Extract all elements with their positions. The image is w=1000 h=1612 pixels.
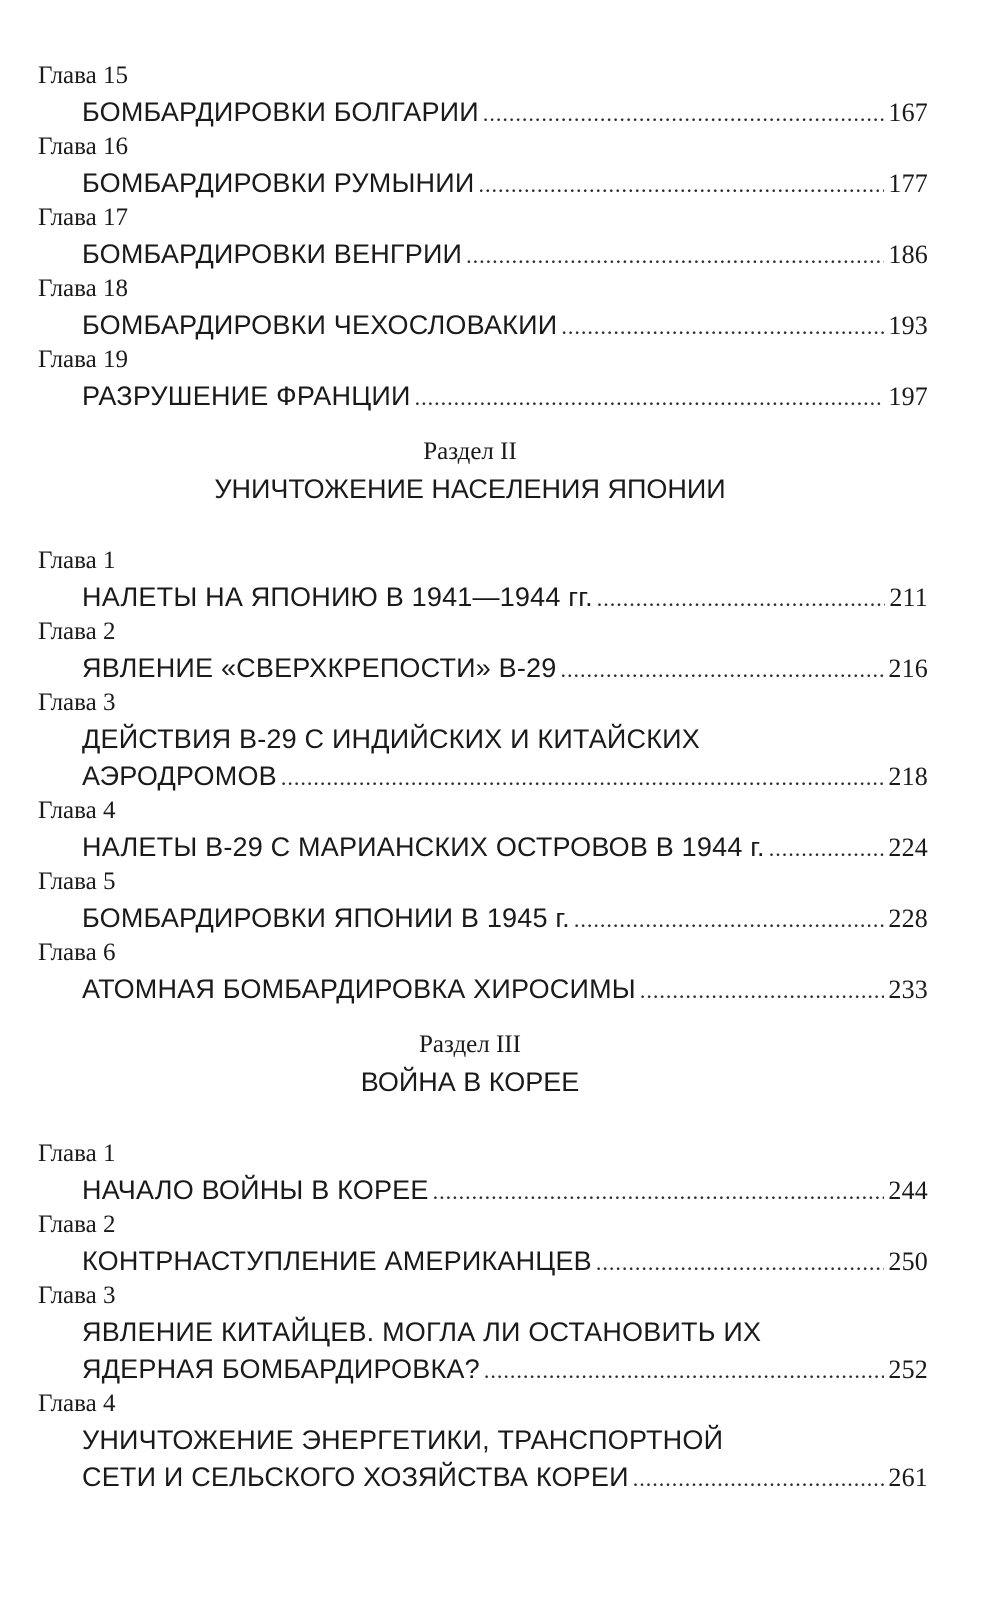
toc-chapter [38, 1209, 928, 1280]
dot-leader [478, 167, 884, 203]
chapter-entry [82, 378, 928, 415]
toc-chapter [38, 866, 928, 937]
section-title: ВОЙНА В КОРЕЕ [360, 1067, 580, 1097]
dot-leader [466, 238, 884, 274]
chapter-entry [82, 900, 928, 937]
chapter-title-row [82, 579, 928, 616]
chapter-label: Глава 1 [38, 1140, 116, 1167]
dot-leader [415, 380, 885, 416]
page-number: 167 [888, 98, 928, 127]
dot-leader [433, 1174, 885, 1210]
chapter-title-row [82, 758, 928, 795]
chapter-title-line: ЯВЛЕНИЕ КИТАЙЦЕВ. МОГЛА ЛИ ОСТАНОВИТЬ ИХ [82, 1317, 762, 1347]
dot-leader [561, 652, 885, 688]
chapter-entry [82, 971, 928, 1008]
chapter-title: НАЧАЛО ВОЙНЫ В КОРЕЕ [82, 1175, 429, 1205]
chapter-list-section2 [0, 545, 1000, 1008]
chapter-title-row [82, 900, 928, 937]
chapter-title: ЯВЛЕНИЕ «СВЕРХКРЕПОСТИ» В-29 [82, 653, 557, 683]
page-number: 193 [888, 311, 928, 340]
chapter-title-row [82, 307, 928, 344]
chapter-title: СЕТИ И СЕЛЬСКОГО ХОЗЯЙСТВА КОРЕИ [82, 1462, 629, 1492]
chapter-title: АЭРОДРОМОВ [82, 761, 277, 791]
section-heading-3 [0, 1028, 940, 1102]
chapter-label: Глава 3 [38, 1282, 116, 1309]
page-number: 261 [888, 1463, 928, 1492]
chapter-label: Глава 4 [38, 1390, 116, 1417]
dot-leader [769, 831, 885, 867]
chapter-label: Глава 1 [38, 547, 116, 574]
chapter-title-row [82, 236, 928, 273]
chapter-label: Глава 2 [38, 618, 116, 645]
chapter-entry [82, 165, 928, 202]
toc-chapter [38, 273, 928, 344]
toc-chapter [38, 1138, 928, 1209]
chapter-title: БОМБАРДИРОВКИ БОЛГАРИИ [82, 97, 479, 127]
chapter-title: РАЗРУШЕНИЕ ФРАНЦИИ [82, 381, 411, 411]
page-number: 177 [888, 169, 928, 198]
chapter-label: Глава 2 [38, 1211, 116, 1238]
page-number: 218 [888, 762, 928, 791]
page-number: 186 [888, 240, 928, 269]
chapter-title: НАЛЕТЫ НА ЯПОНИЮ В 1941—1944 гг. [82, 582, 593, 612]
chapter-label: Глава 5 [38, 868, 116, 895]
chapter-title-row [82, 829, 928, 866]
section-heading-2 [0, 435, 940, 509]
chapter-title: АТОМНАЯ БОМБАРДИРОВКА ХИРОСИМЫ [82, 974, 636, 1004]
table-of-contents [0, 60, 1000, 1496]
toc-chapter [38, 687, 928, 795]
chapter-entry [82, 579, 928, 616]
chapter-entry [82, 307, 928, 344]
chapter-title-line: ДЕЙСТВИЯ В-29 С ИНДИЙСКИХ И КИТАЙСКИХ [82, 724, 700, 754]
chapter-label: Глава 4 [38, 797, 116, 824]
page-number: 250 [888, 1247, 928, 1276]
dot-leader [561, 309, 884, 345]
chapter-entry [82, 829, 928, 866]
page-number: 224 [888, 833, 928, 862]
dot-leader [484, 1353, 885, 1389]
toc-chapter [38, 616, 928, 687]
chapter-label: Глава 18 [38, 275, 128, 302]
toc-chapter [38, 795, 928, 866]
chapter-title: НАЛЕТЫ В-29 С МАРИАНСКИХ ОСТРОВОВ В 1944 г. [82, 832, 765, 862]
chapter-entry [82, 236, 928, 273]
dot-leader [596, 1245, 885, 1281]
dot-leader [633, 1461, 885, 1497]
toc-chapter [38, 545, 928, 616]
toc-chapter [38, 131, 928, 202]
section-label: Раздел III [419, 1031, 521, 1058]
dot-leader [483, 96, 885, 132]
chapter-entry [82, 1422, 928, 1496]
chapter-title: БОМБАРДИРОВКИ РУМЫНИИ [82, 168, 475, 198]
chapter-entry [82, 94, 928, 131]
chapter-title: ЯДЕРНАЯ БОМБАРДИРОВКА? [82, 1354, 480, 1384]
chapter-title-row [82, 94, 928, 131]
dot-leader [574, 902, 885, 938]
chapter-title-row [82, 1459, 928, 1496]
toc-chapter [38, 1280, 928, 1388]
chapter-label: Глава 6 [38, 939, 116, 966]
page-number: 252 [888, 1355, 928, 1384]
chapter-entry [82, 1172, 928, 1209]
toc-chapter [38, 202, 928, 273]
chapter-title-row [82, 1172, 928, 1209]
chapter-title-row [82, 650, 928, 687]
page-number: 216 [888, 654, 928, 683]
chapter-label: Глава 3 [38, 689, 116, 716]
toc-chapter [38, 344, 928, 415]
toc-chapter [38, 1388, 928, 1496]
chapter-title-row [82, 378, 928, 415]
chapter-entry [82, 721, 928, 795]
chapter-title-line: УНИЧТОЖЕНИЕ ЭНЕРГЕТИКИ, ТРАНСПОРТНОЙ [82, 1425, 724, 1455]
page-number: 197 [888, 382, 928, 411]
page-number: 233 [888, 975, 928, 1004]
toc-chapter [38, 60, 928, 131]
chapter-title-row [82, 1243, 928, 1280]
chapter-title-row [82, 1351, 928, 1388]
chapter-title: БОМБАРДИРОВКИ ЯПОНИИ В 1945 г. [82, 903, 570, 933]
chapter-entry [82, 1314, 928, 1388]
chapter-entry [82, 650, 928, 687]
chapter-label: Глава 17 [38, 204, 128, 231]
chapter-label: Глава 19 [38, 346, 128, 373]
dot-leader [281, 760, 885, 796]
chapter-title: БОМБАРДИРОВКИ ВЕНГРИИ [82, 239, 463, 269]
chapter-list-part1 [0, 60, 1000, 415]
chapter-title-row [82, 165, 928, 202]
section-label: Раздел II [423, 438, 517, 465]
chapter-entry [82, 1243, 928, 1280]
section-title: УНИЧТОЖЕНИЕ НАСЕЛЕНИЯ ЯПОНИИ [214, 474, 726, 504]
dot-leader [640, 973, 884, 1009]
chapter-label: Глава 15 [38, 62, 128, 89]
page-number: 228 [888, 904, 928, 933]
toc-chapter [38, 937, 928, 1008]
chapter-label: Глава 16 [38, 133, 128, 160]
chapter-title: КОНТРНАСТУПЛЕНИЕ АМЕРИКАНЦЕВ [82, 1246, 592, 1276]
dot-leader [597, 581, 886, 617]
page-number: 211 [889, 583, 928, 612]
chapter-title-row [82, 971, 928, 1008]
chapter-list-section3 [0, 1138, 1000, 1496]
chapter-title: БОМБАРДИРОВКИ ЧЕХОСЛОВАКИИ [82, 310, 558, 340]
page-number: 244 [888, 1176, 928, 1205]
